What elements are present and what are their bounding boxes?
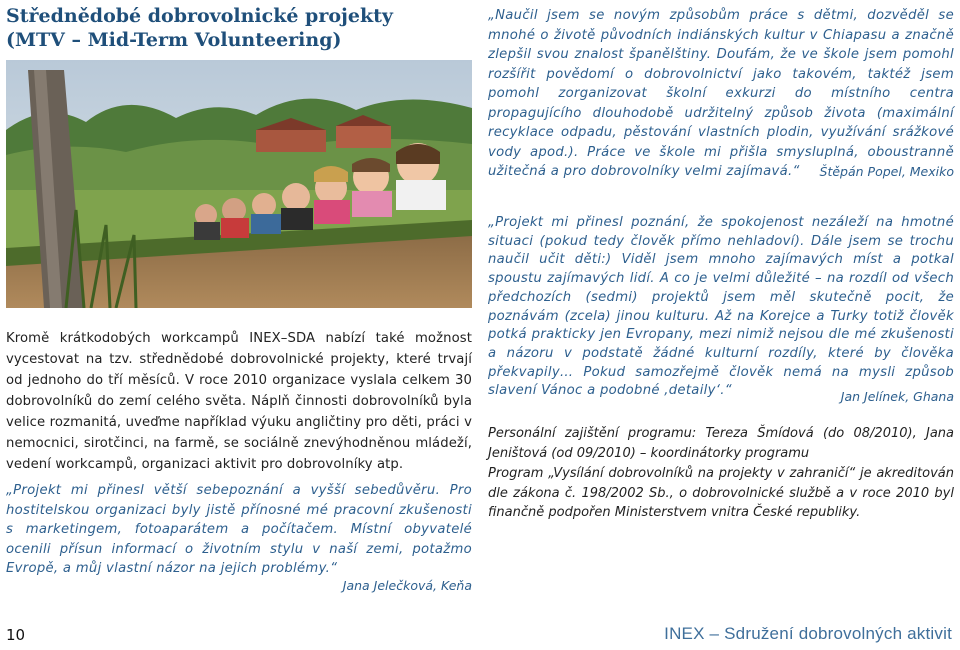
volunteers-photo <box>6 60 472 308</box>
volunteer-quote-mexico: „Naučil jsem se novým způsobům práce s dětmi, dozvěděl se mnohé o životě původních indiánských kultur v Chiapasu a značně zlepšil svou znalost španělštiny. Doufám, že ve škole jsem pomohl rozšířit povědomí o dobrovolnictví jako takovém, taktéž jsem pomohl zorganizovat školní exkurzi do místního centra propagujícího dlouhodobě udržitelný způsob života (maximální recyklace odpadu, pěstování vlastních plodin, využívání srážkové vody apod.). Práce ve škole mi přišla smysluplná, oboustranně užitečná a pro dobrovolníky velmi zajímavá.“ <box>488 8 954 179</box>
title-line-2: (MTV – Mid-Term Volunteering) <box>6 29 342 51</box>
volunteer-quote-ghana: „Projekt mi přinesl poznání, že spokojenost nezáleží na hmotné situaci (pokud tedy člověk přímo nehladoví). Dále jsem se trochu naučil učit děti:) Viděl jsem mnoho zajímavých míst a potkal spoustu zajímavých lidí. A co je velmi důležité – na rozdíl od všech předchozích (sedmi) projektů jsem měl skutečně pocit, že poznávám (zcela) jinou kulturu. Až na Korejce a Turky totiž člověk potká prakticky jen Evropany, mezi nimiž nejsou dle mé zkušenosti a názoru v podstatě žádné kulturní rozdíly, které by člověka překvapily… Pokud samozřejmě člověk nemá na mysli způsob slavení Vánoc a podobné ‚detaily‘.“ <box>488 215 954 399</box>
quote-signature-kenya: Jana Jelečková, Keňa <box>342 578 472 593</box>
quote-signature-mexico: Štěpán Popel, Mexiko <box>819 164 954 179</box>
page-title <box>6 4 476 52</box>
intro-paragraph: Kromě krátkodobých workcampů INEX–SDA nabízí také možnost vycestovat na tzv. střednědobé dobrovolnické projekty, které trvají od jednoho do tří měsíců. V roce 2010 organizace vyslala celkem 30 dobrovolníků do zemí celého světa. Náplň činnosti dobrovolníků byla velice rozmanitá, uveďme například výuku angličtiny pro děti, práci v nemocnici, sirotčinci, na farmě, se sociálně znevýhodněnou mládeží, vedení workcampů, organizaci aktivit pro dobrovolníky atp. <box>6 331 472 472</box>
footer-organization: INEX – Sdružení dobrovolných aktivit <box>664 624 952 643</box>
volunteer-quote-kenya: „Projekt mi přinesl větší sebepoznání a vyšší sebedůvěru. Pro hostitelskou organizaci byly jistě přínosné mé pracovní zkušenosti s marketingem, fotoaparátem a počítačem. Místní obyvatelé ocenili přísun informací o životním stylu v naší zemi, potažmo Evropě, a můj vlastní názor na jejich problémy.“ <box>6 483 472 576</box>
quote-signature-ghana: Jan Jelínek, Ghana <box>840 389 954 404</box>
page-number: 10 <box>6 626 26 644</box>
title-line-1: Střednědobé dobrovolnické projekty <box>6 5 393 27</box>
program-personnel: Personální zajištění programu: Tereza Šmídová (do 08/2010), Jana Jeništová (od 09/2010) – koordinátorky programu <box>488 426 954 461</box>
program-info <box>488 424 954 523</box>
program-accreditation: Program „Vysílání dobrovolníků na projekty v zahraničí“ je akreditován dle zákona č. 198/2002 Sb., o dobrovolnické službě a v roce 2010 byl finančně podpořen Ministerstvem vnitra České republiky. <box>488 466 954 520</box>
